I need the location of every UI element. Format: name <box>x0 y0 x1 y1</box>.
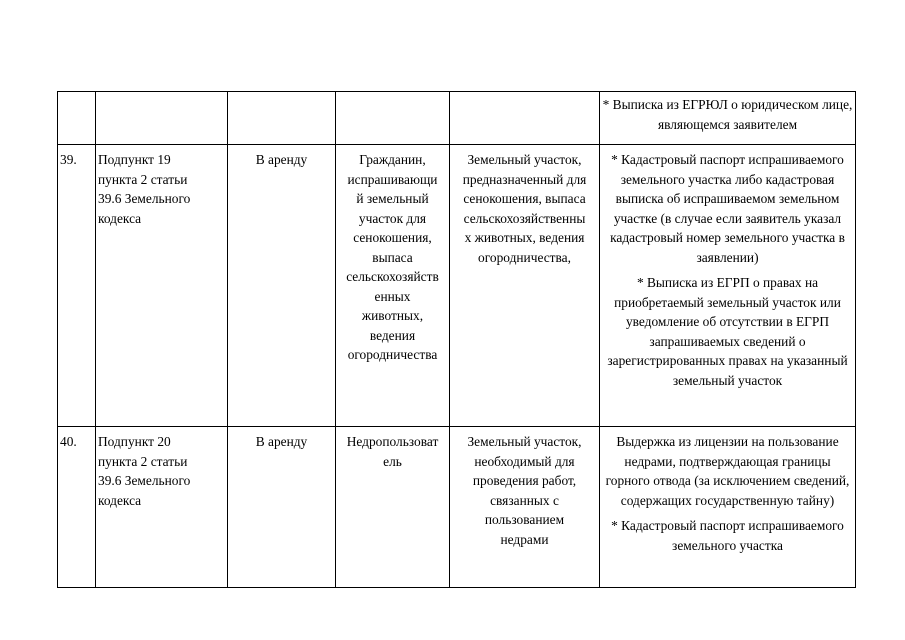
right-type-cell <box>228 92 336 145</box>
number-cell <box>58 92 96 145</box>
table-row <box>58 427 856 588</box>
applicant-cell <box>336 92 450 145</box>
legal-basis: Подпункт 19 пункта 2 статьи 39.6 Земельного кодекса <box>96 145 228 427</box>
legal-basis: Подпункт 20 пункта 2 статьи 39.6 Земельного кодекса <box>96 427 228 588</box>
table-row <box>58 145 856 427</box>
plot-purpose-cell <box>450 92 600 145</box>
plot-purpose: Земельный участок, необходимый для проведения работ, связанных с пользованием недрами <box>450 427 600 588</box>
basis-cell <box>96 92 228 145</box>
document-item: * Выписка из ЕГРЮЛ о юридическом лице, являющемся заявителем <box>602 97 853 132</box>
right-type: В аренду <box>228 427 336 588</box>
document-item: * Кадастровый паспорт испрашиваемого земельного участка <box>611 518 844 553</box>
applicant: Недропользоват ель <box>336 427 450 588</box>
table-row <box>58 92 856 145</box>
documents-cell <box>600 92 856 145</box>
plot-purpose: Земельный участок, предназначенный для сенокошения, выпаса сельскохозяйственны х животных, ведения огородничества, <box>450 145 600 427</box>
row-number: 39. <box>58 145 96 427</box>
document-item: * Кадастровый паспорт испрашиваемого земельного участка либо кадастровая выписка об испрашиваемом земельном участке (в случае если заявитель указал кадастровый номер земельного участка в заявлении) <box>610 152 845 265</box>
row-number: 40. <box>58 427 96 588</box>
services-table <box>57 91 856 588</box>
documents-cell <box>600 427 856 588</box>
documents-cell <box>600 145 856 427</box>
document-item: Выдержка из лицензии на пользование недрами, подтверждающая границы горного отвода (за исключением сведений, содержащих государственную тайну) <box>605 434 850 508</box>
applicant: Гражданин, испрашивающи й земельный участок для сенокошения, выпаса сельскохозяйств енных животных, ведения огородничества <box>336 145 450 427</box>
right-type: В аренду <box>228 145 336 427</box>
document-item: * Выписка из ЕГРП о правах на приобретаемый земельный участок или уведомление об отсутствии в ЕГРП запрашиваемых сведений о зарегистрированных правах на указанный земельный участок <box>607 275 848 388</box>
